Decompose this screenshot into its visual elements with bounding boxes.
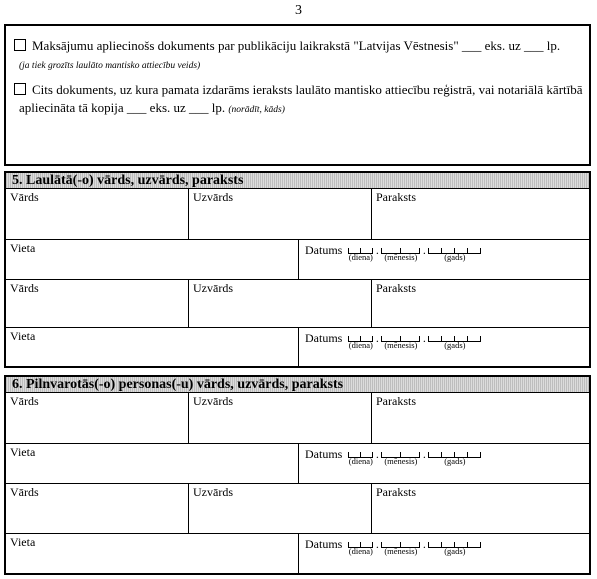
name-field[interactable]: Vārds: [10, 485, 39, 499]
date-year-caption: (gads): [444, 252, 466, 262]
surname-field[interactable]: Uzvārds: [188, 189, 371, 239]
date-month-caption: (mēnesis): [384, 340, 418, 350]
date-label: Datums: [305, 243, 343, 257]
date-separator: .: [375, 447, 379, 461]
date-field[interactable]: [298, 534, 589, 573]
date-month-boxes[interactable]: [381, 331, 420, 350]
payment-document-note: (ja tiek grozīts laulāto mantisko attiecību veids): [19, 61, 201, 71]
section-6-place-date-2-row: [6, 533, 589, 573]
date-day-boxes[interactable]: [348, 331, 373, 350]
other-document-note: (norādīt, kāds): [228, 105, 285, 115]
date-separator: .: [422, 331, 426, 345]
section-6-person-1-row: [6, 393, 589, 443]
section-6-title: 6. Pilnvarotās(-o) personas(-u) vārds, uzvārds, paraksts: [6, 377, 589, 393]
section-6-person-2-row: [6, 483, 589, 533]
date-day-caption: (diena): [348, 546, 373, 556]
date-day-boxes[interactable]: [348, 537, 373, 556]
surname-field[interactable]: Uzvārds: [188, 393, 371, 443]
signature-field[interactable]: Paraksts: [371, 393, 589, 443]
date-year-boxes[interactable]: [428, 447, 481, 466]
other-document-text-1: Cits dokuments, uz kura pamata izdarāms ieraksts laulāto mantisko attiecību reģistrā, vai notariālā kārtībā: [32, 82, 583, 97]
place-field[interactable]: Vieta: [10, 329, 36, 343]
section-6: [4, 375, 591, 575]
date-month-caption: (mēnesis): [384, 456, 418, 466]
name-field[interactable]: Vārds: [10, 190, 39, 204]
date-separator: .: [375, 243, 379, 257]
place-field[interactable]: Vieta: [10, 535, 36, 549]
place-field[interactable]: Vieta: [10, 445, 36, 459]
date-separator: .: [375, 331, 379, 345]
section-5-place-date-1-row: [6, 239, 589, 279]
signature-field[interactable]: Paraksts: [371, 484, 589, 533]
date-year-boxes[interactable]: [428, 537, 481, 556]
declaration-box: [4, 24, 591, 166]
date-separator: .: [375, 537, 379, 551]
date-year-boxes[interactable]: [428, 331, 481, 350]
date-label: Datums: [305, 447, 343, 461]
surname-field[interactable]: Uzvārds: [188, 484, 371, 533]
date-month-boxes[interactable]: [381, 447, 420, 466]
declaration-item-other: [14, 82, 583, 98]
other-document-text-2: apliecināta tā kopija ___ eks. uz ___ lp.: [19, 100, 226, 115]
other-document-checkbox[interactable]: [14, 83, 26, 95]
section-5-person-1-row: [6, 189, 589, 239]
date-separator: .: [422, 537, 426, 551]
section-6-place-date-1-row: [6, 443, 589, 483]
date-label: Datums: [305, 537, 343, 551]
page-number: 3: [295, 3, 302, 18]
date-day-caption: (diena): [348, 252, 373, 262]
date-year-caption: (gads): [444, 340, 466, 350]
payment-document-checkbox[interactable]: [14, 39, 26, 51]
place-field[interactable]: Vieta: [10, 241, 36, 255]
date-label: Datums: [305, 331, 343, 345]
signature-field[interactable]: Paraksts: [371, 280, 589, 327]
date-field[interactable]: [298, 240, 589, 279]
date-field[interactable]: [298, 328, 589, 366]
date-year-caption: (gads): [444, 456, 466, 466]
date-day-boxes[interactable]: [348, 447, 373, 466]
date-month-caption: (mēnesis): [384, 546, 418, 556]
signature-field[interactable]: Paraksts: [371, 189, 589, 239]
name-field[interactable]: Vārds: [10, 394, 39, 408]
date-year-boxes[interactable]: [428, 243, 481, 262]
surname-field[interactable]: Uzvārds: [188, 280, 371, 327]
date-separator: .: [422, 243, 426, 257]
date-month-boxes[interactable]: [381, 243, 420, 262]
date-day-caption: (diena): [348, 340, 373, 350]
section-5-place-date-2-row: [6, 327, 589, 366]
date-separator: .: [422, 447, 426, 461]
date-day-boxes[interactable]: [348, 243, 373, 262]
section-5: [4, 171, 591, 368]
name-field[interactable]: Vārds: [10, 281, 39, 295]
date-month-boxes[interactable]: [381, 537, 420, 556]
section-5-title: 5. Laulātā(-o) vārds, uzvārds, paraksts: [6, 173, 589, 189]
date-month-caption: (mēnesis): [384, 252, 418, 262]
section-5-person-2-row: [6, 279, 589, 327]
date-field[interactable]: [298, 444, 589, 483]
payment-document-text: Maksājumu apliecinošs dokuments par publikāciju laikrakstā "Latvijas Vēstnesis" ___ eks. uz ___ lp.: [32, 38, 561, 53]
date-day-caption: (diena): [348, 456, 373, 466]
date-year-caption: (gads): [444, 546, 466, 556]
declaration-item-payment: [14, 38, 560, 54]
